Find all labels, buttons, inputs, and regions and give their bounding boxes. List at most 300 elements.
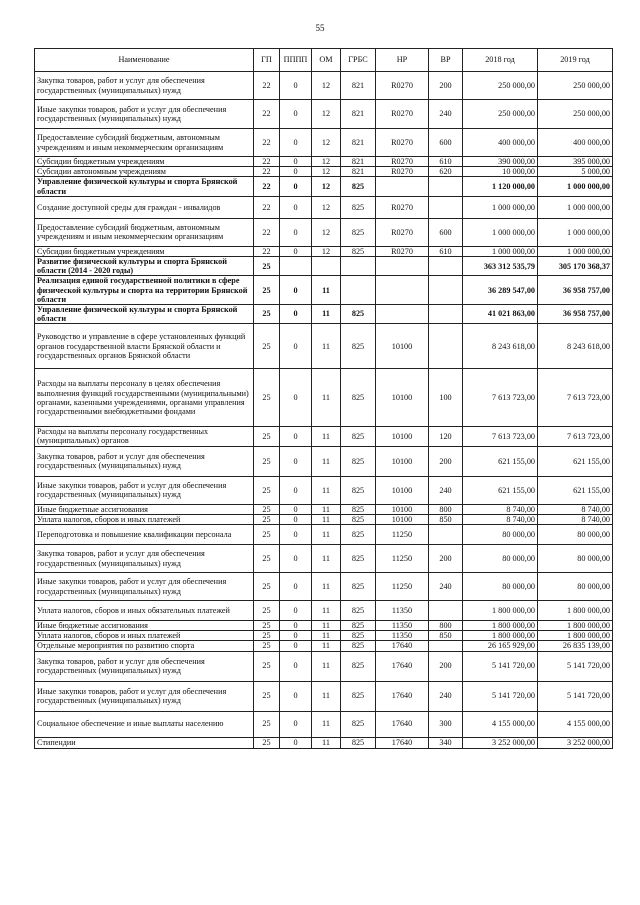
cell-name: Закупка товаров, работ и услуг для обеспечения государственных (муниципальных) нужд [35, 72, 254, 100]
cell-vr [429, 601, 463, 621]
cell-vr: 200 [429, 72, 463, 100]
cell-2018: 363 312 535,79 [463, 256, 538, 275]
cell-2019: 621 155,00 [538, 446, 613, 476]
cell-2018: 41 021 863,00 [463, 304, 538, 323]
cell-grbs: 825 [341, 711, 376, 737]
cell-gp: 25 [254, 621, 280, 631]
cell-grbs: 825 [341, 218, 376, 246]
cell-vr: 100 [429, 369, 463, 427]
cell-grbs: 825 [341, 427, 376, 446]
cell-grbs: 825 [341, 737, 376, 748]
cell-grbs: 825 [341, 504, 376, 514]
cell-om: 11 [312, 427, 341, 446]
table-body [35, 72, 613, 749]
cell-name: Развитие физической культуры и спорта Брянской области (2014 - 2020 годы) [35, 256, 254, 275]
table-row [35, 514, 613, 524]
cell-name: Управление физической культуры и спорта Брянской области [35, 304, 254, 323]
cell-om: 11 [312, 504, 341, 514]
cell-2018: 7 613 723,00 [463, 427, 538, 446]
cell-nr: 10100 [376, 514, 429, 524]
table-row [35, 218, 613, 246]
cell-2019: 250 000,00 [538, 72, 613, 100]
column-header-name: Наименование [35, 49, 254, 72]
cell-gp: 25 [254, 324, 280, 369]
cell-nr [376, 177, 429, 196]
cell-name: Иные закупки товаров, работ и услуг для обеспечения государственных (муниципальных) нужд [35, 476, 254, 504]
cell-om: 12 [312, 167, 341, 177]
cell-om: 11 [312, 545, 341, 573]
cell-om: 11 [312, 514, 341, 524]
cell-gp: 22 [254, 72, 280, 100]
cell-2018: 8 740,00 [463, 514, 538, 524]
cell-om: 12 [312, 218, 341, 246]
cell-vr: 240 [429, 573, 463, 601]
cell-pppp: 0 [280, 514, 312, 524]
table-row [35, 573, 613, 601]
cell-name: Расходы на выплаты персоналу в целях обеспечения выполнения функций государственными (муниципальными) органами, казенными учреждениями, органами управления государственными внебюджетными фондами [35, 369, 254, 427]
cell-nr: 17640 [376, 681, 429, 711]
cell-nr: R0270 [376, 72, 429, 100]
cell-vr [429, 641, 463, 651]
cell-pppp: 0 [280, 177, 312, 196]
cell-nr: R0270 [376, 129, 429, 157]
cell-pppp: 0 [280, 167, 312, 177]
cell-nr: R0270 [376, 218, 429, 246]
cell-vr [429, 177, 463, 196]
table-row [35, 737, 613, 748]
cell-2018: 1 800 000,00 [463, 601, 538, 621]
cell-2018: 1 000 000,00 [463, 246, 538, 256]
table-row [35, 681, 613, 711]
cell-grbs: 825 [341, 324, 376, 369]
table-row [35, 651, 613, 681]
table-row [35, 196, 613, 218]
cell-om: 11 [312, 621, 341, 631]
cell-pppp: 0 [280, 446, 312, 476]
cell-name: Иные бюджетные ассигнования [35, 621, 254, 631]
cell-grbs: 825 [341, 641, 376, 651]
cell-name: Предоставление субсидий бюджетным, автономным учреждениям и иным некоммерческим организациям [35, 129, 254, 157]
cell-2019: 5 141 720,00 [538, 681, 613, 711]
table-row [35, 246, 613, 256]
cell-gp: 25 [254, 427, 280, 446]
cell-vr: 850 [429, 514, 463, 524]
cell-om: 11 [312, 601, 341, 621]
cell-grbs: 825 [341, 369, 376, 427]
cell-pppp: 0 [280, 218, 312, 246]
cell-2018: 3 252 000,00 [463, 737, 538, 748]
cell-grbs: 825 [341, 573, 376, 601]
cell-vr: 600 [429, 129, 463, 157]
cell-2018: 8 243 618,00 [463, 324, 538, 369]
cell-gp: 25 [254, 601, 280, 621]
table-row [35, 525, 613, 545]
cell-grbs: 825 [341, 476, 376, 504]
table-row [35, 631, 613, 641]
cell-om: 11 [312, 304, 341, 323]
cell-2019: 4 155 000,00 [538, 711, 613, 737]
column-header-vr: ВР [429, 49, 463, 72]
cell-pppp: 0 [280, 427, 312, 446]
cell-pppp: 0 [280, 504, 312, 514]
cell-name: Закупка товаров, работ и услуг для обеспечения государственных (муниципальных) нужд [35, 651, 254, 681]
cell-2019: 3 252 000,00 [538, 737, 613, 748]
cell-vr: 300 [429, 711, 463, 737]
cell-pppp: 0 [280, 196, 312, 218]
cell-2019: 8 243 618,00 [538, 324, 613, 369]
cell-2019: 1 000 000,00 [538, 177, 613, 196]
cell-pppp [280, 256, 312, 275]
cell-nr: 11250 [376, 525, 429, 545]
cell-2018: 80 000,00 [463, 525, 538, 545]
table-row [35, 504, 613, 514]
cell-om: 11 [312, 476, 341, 504]
cell-nr: 10100 [376, 446, 429, 476]
cell-2018: 4 155 000,00 [463, 711, 538, 737]
cell-grbs: 825 [341, 446, 376, 476]
cell-gp: 25 [254, 651, 280, 681]
table-row [35, 157, 613, 167]
cell-2019: 5 141 720,00 [538, 651, 613, 681]
cell-om [312, 256, 341, 275]
cell-name: Иные закупки товаров, работ и услуг для обеспечения государственных (муниципальных) нужд [35, 573, 254, 601]
cell-nr: 11250 [376, 573, 429, 601]
table-row [35, 177, 613, 196]
cell-gp: 25 [254, 737, 280, 748]
cell-om: 11 [312, 276, 341, 305]
cell-gp: 25 [254, 573, 280, 601]
column-header-om: ОМ [312, 49, 341, 72]
cell-gp: 25 [254, 545, 280, 573]
cell-om: 12 [312, 72, 341, 100]
cell-2019: 395 000,00 [538, 157, 613, 167]
cell-pppp: 0 [280, 711, 312, 737]
cell-grbs: 825 [341, 246, 376, 256]
cell-nr: R0270 [376, 157, 429, 167]
cell-2019: 1 800 000,00 [538, 621, 613, 631]
cell-grbs: 825 [341, 525, 376, 545]
cell-om: 12 [312, 246, 341, 256]
cell-nr [376, 304, 429, 323]
cell-grbs: 825 [341, 177, 376, 196]
cell-gp: 25 [254, 256, 280, 275]
cell-pppp: 0 [280, 476, 312, 504]
cell-2018: 5 141 720,00 [463, 681, 538, 711]
cell-2018: 250 000,00 [463, 72, 538, 100]
cell-pppp: 0 [280, 681, 312, 711]
cell-name: Иные закупки товаров, работ и услуг для обеспечения государственных (муниципальных) нужд [35, 681, 254, 711]
table-row [35, 601, 613, 621]
cell-vr: 240 [429, 681, 463, 711]
cell-2018: 621 155,00 [463, 446, 538, 476]
cell-grbs: 825 [341, 196, 376, 218]
cell-gp: 22 [254, 218, 280, 246]
table-row [35, 167, 613, 177]
cell-om: 11 [312, 711, 341, 737]
cell-name: Уплата налогов, сборов и иных обязательных платежей [35, 601, 254, 621]
cell-gp: 22 [254, 157, 280, 167]
cell-vr: 850 [429, 631, 463, 641]
cell-vr: 200 [429, 651, 463, 681]
cell-om: 11 [312, 681, 341, 711]
cell-grbs: 825 [341, 681, 376, 711]
cell-grbs: 825 [341, 621, 376, 631]
cell-2019: 1 000 000,00 [538, 246, 613, 256]
cell-grbs: 825 [341, 514, 376, 524]
cell-gp: 25 [254, 369, 280, 427]
cell-name: Социальное обеспечение и иные выплаты населению [35, 711, 254, 737]
cell-name: Предоставление субсидий бюджетным, автономным учреждениям и иным некоммерческим организациям [35, 218, 254, 246]
cell-2018: 26 165 929,00 [463, 641, 538, 651]
table-row [35, 276, 613, 305]
cell-om: 11 [312, 573, 341, 601]
cell-2019: 1 800 000,00 [538, 631, 613, 641]
cell-gp: 25 [254, 514, 280, 524]
cell-pppp: 0 [280, 304, 312, 323]
column-header-2019: 2019 год [538, 49, 613, 72]
cell-pppp: 0 [280, 601, 312, 621]
table-row [35, 427, 613, 446]
cell-nr [376, 276, 429, 305]
cell-2018: 400 000,00 [463, 129, 538, 157]
cell-nr: 11350 [376, 631, 429, 641]
cell-2018: 1 000 000,00 [463, 218, 538, 246]
cell-nr [376, 256, 429, 275]
cell-vr: 200 [429, 446, 463, 476]
column-header-gp: ГП [254, 49, 280, 72]
cell-2018: 1 800 000,00 [463, 621, 538, 631]
cell-om: 11 [312, 631, 341, 641]
cell-vr: 240 [429, 100, 463, 129]
cell-2018: 621 155,00 [463, 476, 538, 504]
cell-name: Субсидии автономным учреждениям [35, 167, 254, 177]
cell-name: Закупка товаров, работ и услуг для обеспечения государственных (муниципальных) нужд [35, 545, 254, 573]
cell-2018: 1 800 000,00 [463, 631, 538, 641]
cell-pppp: 0 [280, 157, 312, 167]
cell-nr: 10100 [376, 504, 429, 514]
cell-vr [429, 525, 463, 545]
cell-grbs [341, 256, 376, 275]
cell-om: 12 [312, 177, 341, 196]
cell-2018: 80 000,00 [463, 545, 538, 573]
cell-vr: 620 [429, 167, 463, 177]
cell-grbs: 825 [341, 545, 376, 573]
cell-gp: 25 [254, 276, 280, 305]
cell-2019: 80 000,00 [538, 545, 613, 573]
cell-2018: 5 141 720,00 [463, 651, 538, 681]
cell-nr: 10100 [376, 427, 429, 446]
cell-gp: 25 [254, 304, 280, 323]
cell-2019: 36 958 757,00 [538, 276, 613, 305]
cell-name: Закупка товаров, работ и услуг для обеспечения государственных (муниципальных) нужд [35, 446, 254, 476]
cell-2018: 1 120 000,00 [463, 177, 538, 196]
cell-2019: 8 740,00 [538, 514, 613, 524]
cell-2019: 80 000,00 [538, 573, 613, 601]
header-row [35, 49, 613, 72]
cell-om: 11 [312, 641, 341, 651]
cell-nr: R0270 [376, 246, 429, 256]
cell-name: Субсидии бюджетным учреждениям [35, 157, 254, 167]
cell-om: 12 [312, 157, 341, 167]
cell-grbs: 825 [341, 651, 376, 681]
cell-name: Иные закупки товаров, работ и услуг для обеспечения государственных (муниципальных) нужд [35, 100, 254, 129]
cell-pppp: 0 [280, 573, 312, 601]
cell-pppp: 0 [280, 545, 312, 573]
cell-2019: 7 613 723,00 [538, 427, 613, 446]
cell-vr: 610 [429, 157, 463, 167]
cell-pppp: 0 [280, 651, 312, 681]
cell-gp: 25 [254, 476, 280, 504]
cell-nr: 11350 [376, 621, 429, 631]
page-number: 55 [315, 23, 325, 33]
cell-gp: 22 [254, 246, 280, 256]
cell-om: 11 [312, 369, 341, 427]
cell-grbs: 821 [341, 157, 376, 167]
cell-vr: 610 [429, 246, 463, 256]
budget-table [34, 48, 613, 749]
table-row [35, 369, 613, 427]
table-row [35, 100, 613, 129]
cell-gp: 22 [254, 177, 280, 196]
cell-2018: 36 289 547,00 [463, 276, 538, 305]
cell-nr: 10100 [376, 476, 429, 504]
cell-nr: 10100 [376, 369, 429, 427]
cell-vr: 120 [429, 427, 463, 446]
cell-pppp: 0 [280, 525, 312, 545]
cell-vr: 800 [429, 621, 463, 631]
cell-2019: 1 800 000,00 [538, 601, 613, 621]
cell-name: Уплата налогов, сборов и иных платежей [35, 631, 254, 641]
cell-om: 12 [312, 100, 341, 129]
cell-name: Реализация единой государственной политики в сфере физической культуры и спорта на территории Брянской области [35, 276, 254, 305]
column-header-pppp: ПППП [280, 49, 312, 72]
cell-name: Стипендии [35, 737, 254, 748]
cell-grbs: 825 [341, 304, 376, 323]
table-row [35, 621, 613, 631]
cell-2018: 8 740,00 [463, 504, 538, 514]
cell-pppp: 0 [280, 100, 312, 129]
cell-nr: 11250 [376, 545, 429, 573]
cell-gp: 25 [254, 711, 280, 737]
cell-2018: 1 000 000,00 [463, 196, 538, 218]
cell-2019: 1 000 000,00 [538, 218, 613, 246]
cell-om: 11 [312, 324, 341, 369]
cell-om: 12 [312, 196, 341, 218]
cell-vr [429, 276, 463, 305]
cell-2019: 7 613 723,00 [538, 369, 613, 427]
cell-2019: 5 000,00 [538, 167, 613, 177]
cell-2019: 250 000,00 [538, 100, 613, 129]
cell-2019: 26 835 139,00 [538, 641, 613, 651]
cell-grbs: 821 [341, 129, 376, 157]
cell-nr: 11350 [376, 601, 429, 621]
table-row [35, 641, 613, 651]
cell-vr [429, 304, 463, 323]
table-row [35, 446, 613, 476]
cell-vr [429, 324, 463, 369]
cell-om: 11 [312, 446, 341, 476]
cell-name: Руководство и управление в сфере установленных функций органов государственной власти Брянской области и государственных органов Брянской области [35, 324, 254, 369]
table-row [35, 129, 613, 157]
cell-name: Иные бюджетные ассигнования [35, 504, 254, 514]
cell-vr: 240 [429, 476, 463, 504]
table-row [35, 476, 613, 504]
cell-vr: 800 [429, 504, 463, 514]
column-header-nr: НР [376, 49, 429, 72]
cell-name: Управление физической культуры и спорта Брянской области [35, 177, 254, 196]
cell-2019: 305 170 368,37 [538, 256, 613, 275]
cell-nr: 10100 [376, 324, 429, 369]
cell-gp: 22 [254, 100, 280, 129]
cell-pppp: 0 [280, 621, 312, 631]
cell-vr: 200 [429, 545, 463, 573]
cell-pppp: 0 [280, 276, 312, 305]
cell-gp: 25 [254, 631, 280, 641]
cell-vr [429, 256, 463, 275]
cell-name: Субсидии бюджетным учреждениям [35, 246, 254, 256]
cell-om: 11 [312, 525, 341, 545]
table-row [35, 711, 613, 737]
cell-gp: 25 [254, 446, 280, 476]
cell-2018: 10 000,00 [463, 167, 538, 177]
cell-pppp: 0 [280, 246, 312, 256]
cell-nr: 17640 [376, 651, 429, 681]
cell-name: Переподготовка и повышение квалификации персонала [35, 525, 254, 545]
cell-grbs: 821 [341, 167, 376, 177]
cell-nr: 17640 [376, 711, 429, 737]
cell-2019: 36 958 757,00 [538, 304, 613, 323]
cell-gp: 25 [254, 681, 280, 711]
cell-grbs: 821 [341, 100, 376, 129]
cell-gp: 25 [254, 504, 280, 514]
cell-vr: 600 [429, 218, 463, 246]
cell-name: Расходы на выплаты персоналу государственных (муниципальных) органов [35, 427, 254, 446]
cell-vr: 340 [429, 737, 463, 748]
cell-pppp: 0 [280, 737, 312, 748]
cell-2019: 621 155,00 [538, 476, 613, 504]
column-header-grbs: ГРБС [341, 49, 376, 72]
cell-pppp: 0 [280, 369, 312, 427]
cell-grbs: 825 [341, 631, 376, 641]
cell-2019: 80 000,00 [538, 525, 613, 545]
cell-om: 12 [312, 129, 341, 157]
column-header-2018: 2018 год [463, 49, 538, 72]
cell-2018: 250 000,00 [463, 100, 538, 129]
cell-vr [429, 196, 463, 218]
cell-2019: 1 000 000,00 [538, 196, 613, 218]
cell-2019: 8 740,00 [538, 504, 613, 514]
cell-nr: R0270 [376, 100, 429, 129]
cell-pppp: 0 [280, 129, 312, 157]
table-row [35, 324, 613, 369]
cell-grbs: 821 [341, 72, 376, 100]
cell-nr: R0270 [376, 196, 429, 218]
cell-nr: 17640 [376, 641, 429, 651]
cell-grbs: 825 [341, 601, 376, 621]
cell-2018: 80 000,00 [463, 573, 538, 601]
cell-2019: 400 000,00 [538, 129, 613, 157]
cell-2018: 390 000,00 [463, 157, 538, 167]
cell-gp: 22 [254, 196, 280, 218]
cell-grbs [341, 276, 376, 305]
cell-name: Создание доступной среды для граждан - инвалидов [35, 196, 254, 218]
table-row [35, 72, 613, 100]
cell-name: Отдельные мероприятия по развитию спорта [35, 641, 254, 651]
cell-gp: 22 [254, 129, 280, 157]
cell-om: 11 [312, 737, 341, 748]
table-row [35, 304, 613, 323]
cell-2018: 7 613 723,00 [463, 369, 538, 427]
